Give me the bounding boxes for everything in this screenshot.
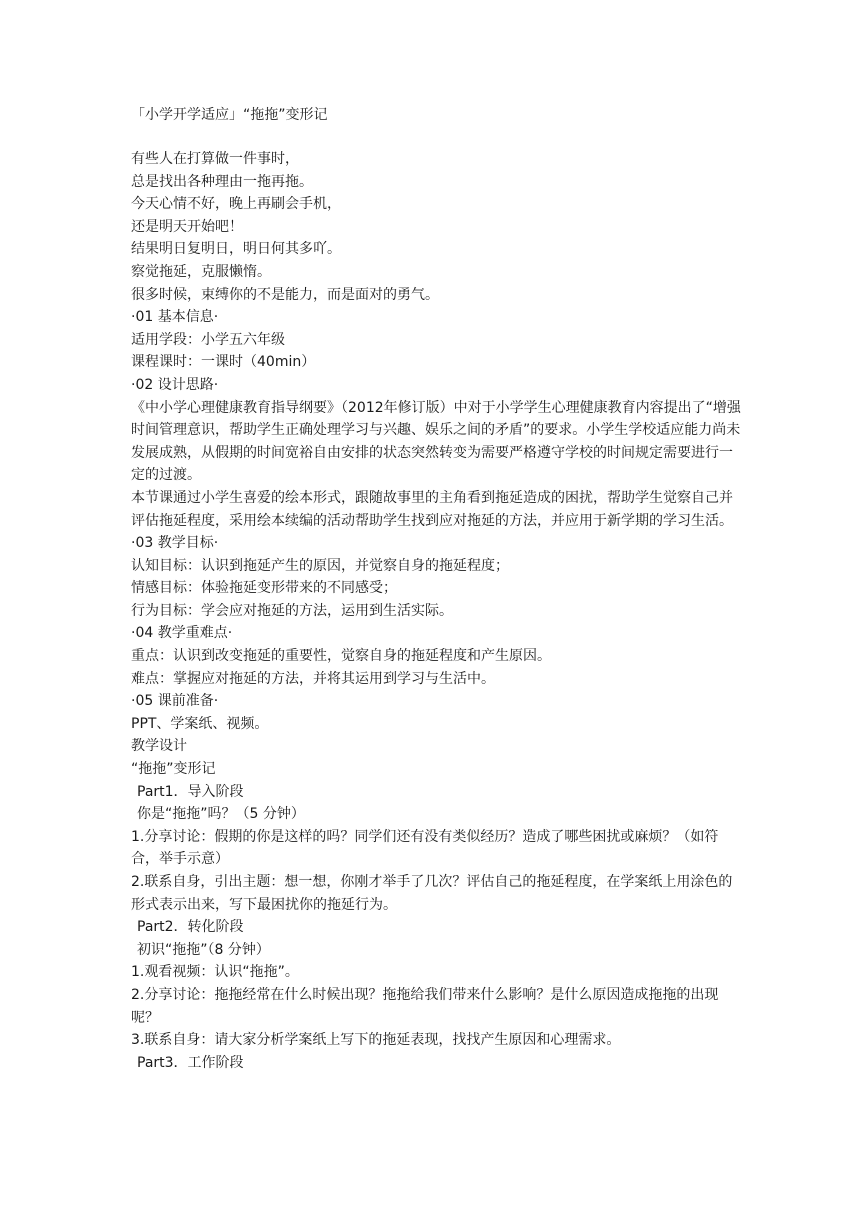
part2-heading: Part2．转化阶段 — [137, 919, 244, 936]
teaching-design-heading: 教学设计 — [131, 738, 187, 755]
spacer — [131, 126, 741, 148]
basic-info-line: 适用学段：小学五六年级 — [131, 331, 285, 348]
goal-line: 认知目标：认识到拖延产生的原因，并觉察自身的拖延程度； — [131, 557, 509, 574]
intro-line: 今天心情不好，晚上再刷会手机， — [131, 196, 341, 213]
intro-line: 有些人在打算做一件事时， — [131, 151, 299, 167]
goal-line: 情感目标：体验拖延变形带来的不同感受； — [131, 580, 397, 597]
section-heading-design-idea: ·02 设计思路· — [131, 376, 219, 393]
intro-line: 还是明天开始吧！ — [131, 218, 243, 235]
document-page — [131, 104, 741, 1074]
section-heading-preparation: ·05 课前准备· — [131, 693, 219, 710]
intro-line: 察觉拖延，克服懒惰。 — [131, 263, 271, 280]
intro-line: 很多时候，束缚你的不是能力，而是面对的勇气。 — [131, 286, 439, 303]
part2-subheading: 初识“拖拖”（8 分钟） — [137, 941, 270, 958]
intro-line: 结果明日复明日，明日何其多吖。 — [131, 241, 341, 258]
part2-step: 2.分享讨论：拖拖经常在什么时候出现？拖拖给我们带来什么影响？是什么原因造成拖拖的出现呢？ — [131, 986, 719, 1026]
doc-title: 「小学开学适应」“拖拖”变形记 — [131, 107, 328, 123]
part2-step: 3.联系自身：请大家分析学案纸上写下的拖延表现，找找产生原因和心理需求。 — [131, 1032, 621, 1049]
teaching-design-subtitle: “拖拖”变形记 — [131, 761, 216, 778]
basic-info-line: 课程课时：一课时（40min） — [131, 354, 316, 371]
section-heading-goals: ·03 教学目标· — [131, 535, 219, 552]
design-idea-paragraph: 本节课通过小学生喜爱的绘本形式，跟随故事里的主角看到拖延造成的困扰，帮助学生觉察自己并评估拖延程度，采用绘本续编的活动帮助学生找到应对拖延的方法，并应用于新学期的学习生活。 — [131, 489, 733, 529]
section-heading-basic-info: ·01 基本信息· — [131, 309, 219, 326]
part3-heading: Part3．工作阶段 — [137, 1054, 244, 1071]
part1-heading: Part1．导入阶段 — [137, 783, 244, 800]
part1-subheading: 你是“拖拖”吗？（5 分钟） — [137, 806, 305, 823]
key-point-line: 难点：掌握应对拖延的方法，并将其运用到学习与生活中。 — [131, 670, 495, 687]
part2-step: 1.观看视频：认识“拖拖”。 — [131, 964, 299, 981]
preparation-line: PPT、学案纸、视频。 — [131, 715, 269, 732]
part1-step: 2.联系自身，引出主题：想一想，你刚才举手了几次？评估自己的拖延程度，在学案纸上用涂色的形式表示出来，写下最困扰你的拖延行为。 — [131, 874, 733, 913]
intro-line: 总是找出各种理由一拖再拖。 — [131, 173, 313, 190]
key-point-line: 重点：认识到改变拖延的重要性，觉察自身的拖延程度和产生原因。 — [131, 648, 551, 665]
section-heading-key-points: ·04 教学重难点· — [131, 625, 233, 642]
design-idea-paragraph: 《中小学心理健康教育指导纲要》（2012年修订版）中对于小学学生心理健康教育内容提出了“增强时间管理意识，帮助学生正确处理学习与兴趣、娱乐之间的矛盾”的要求。小学生学校适应能力尚未发展成熟，从假期的时间宽裕自由安排的状态突然转变为需要严格遵守学校的时间规定需要进行一定的过渡。 — [131, 399, 741, 484]
part1-step: 1.分享讨论：假期的你是这样的吗？同学们还有没有类似经历？造成了哪些困扰或麻烦？（如符合，举手示意） — [131, 828, 719, 868]
goal-line: 行为目标：学会应对拖延的方法，运用到生活实际。 — [131, 602, 453, 619]
